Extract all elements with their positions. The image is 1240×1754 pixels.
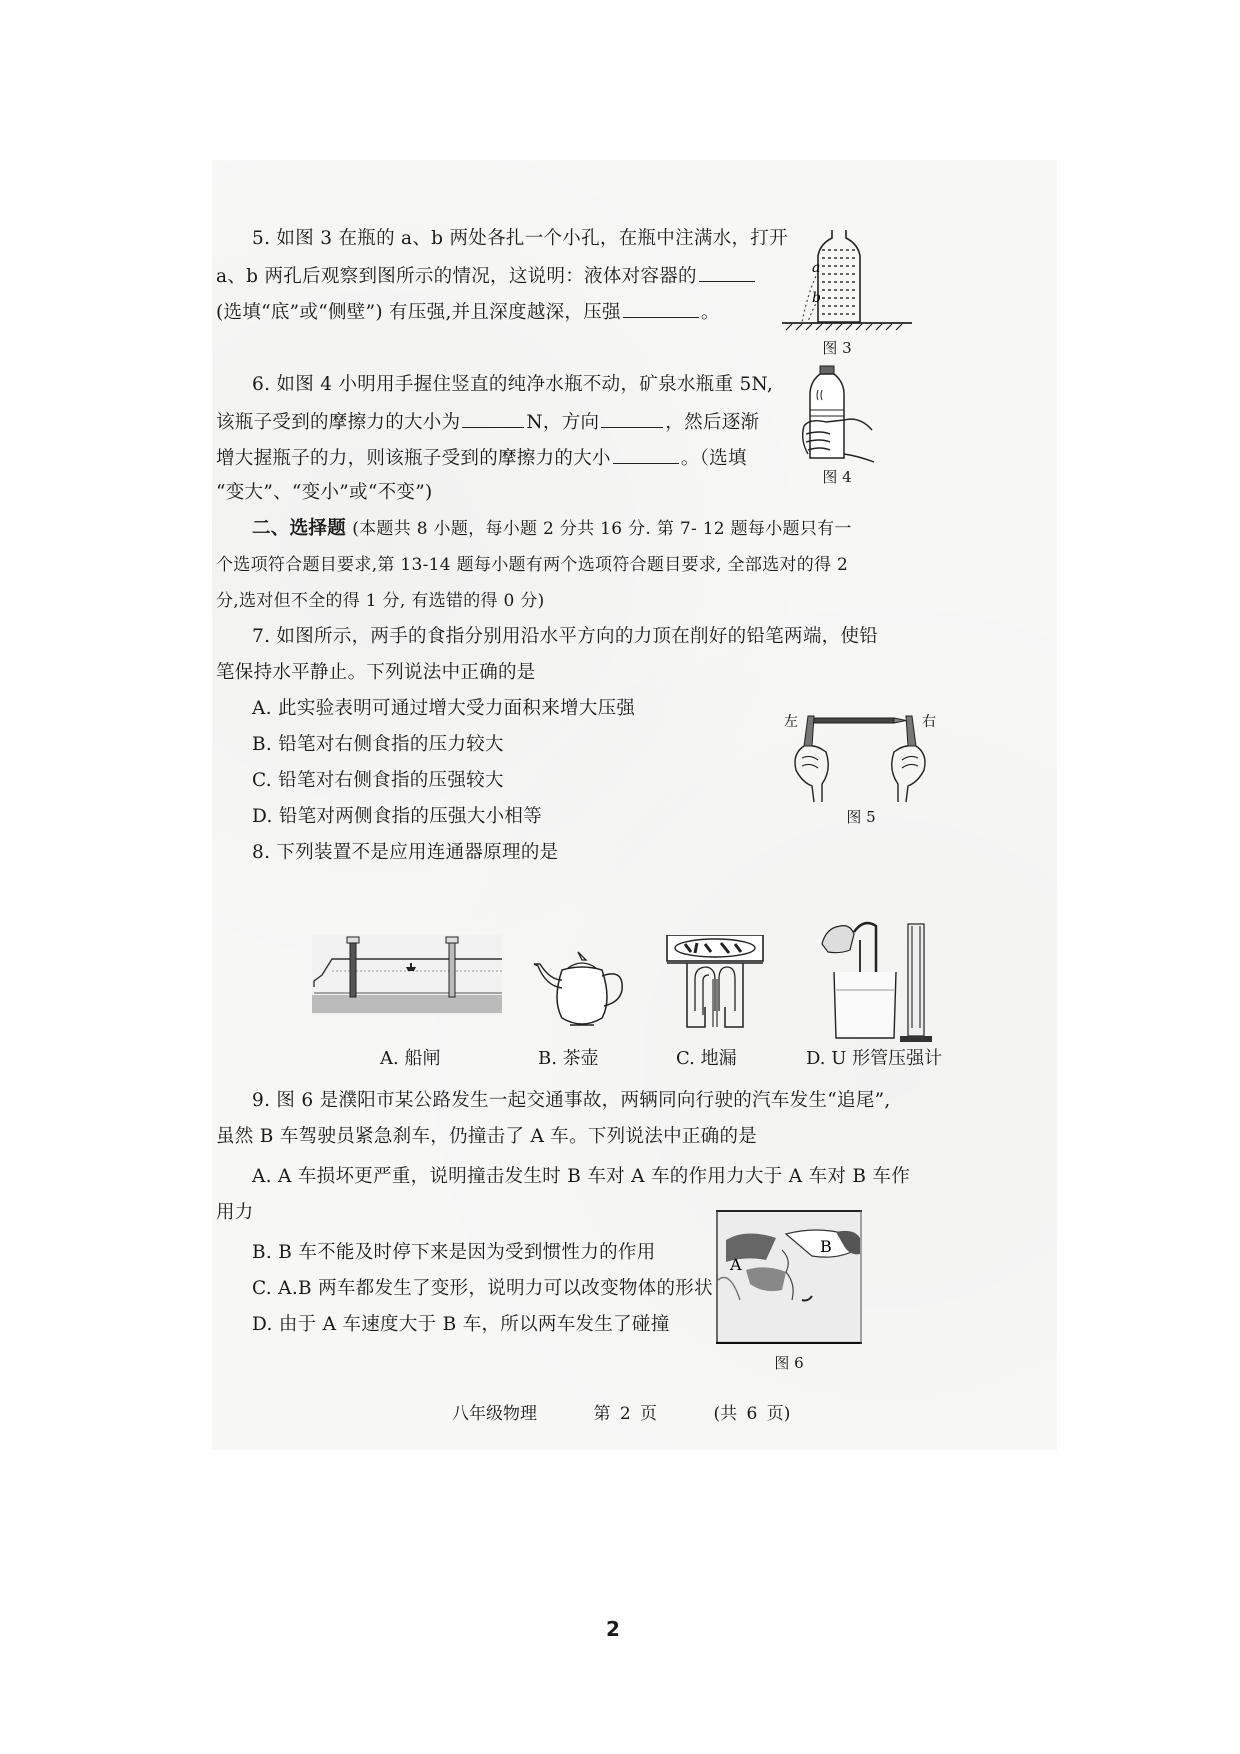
q8-option-d[interactable]: D. U 形管压强计	[806, 1048, 943, 1069]
q8-figure-ship-lock	[312, 935, 502, 1015]
page-number: 2	[606, 1617, 620, 1641]
section-2-instructions-1: (本题共 8 小题，每小题 2 分共 16 分. 第 7- 12 题每小题只有一	[352, 519, 852, 539]
q8-figure-floor-drain	[665, 935, 765, 1030]
q5-answer-blank-2[interactable]	[623, 298, 699, 318]
q5-line-3	[216, 298, 720, 326]
figure-4-hand-bottle	[796, 364, 876, 464]
figure-6-label-a: A	[730, 1255, 742, 1274]
section-2-line-1	[252, 516, 852, 542]
q7-option-a[interactable]: A. 此实验表明可通过增大受力面积来增大压强	[252, 698, 636, 719]
q9-option-c[interactable]: C. A.B 两车都发生了变形，说明力可以改变物体的形状	[252, 1278, 713, 1299]
figure-4-caption: 图 4	[822, 468, 852, 486]
q8-option-c[interactable]: C. 地漏	[676, 1048, 737, 1069]
page-footer	[452, 1399, 790, 1424]
q6-line-2-unit: N，方向	[526, 412, 600, 433]
q6-line-2-end: ，然后逐渐	[665, 412, 760, 433]
figure-3-label-a: a	[812, 260, 821, 276]
q6-line-2	[216, 408, 759, 436]
q6-line-4: “变大”、“变小”或“不变”)	[216, 482, 433, 503]
q9-option-a-line-2[interactable]: 用力	[216, 1202, 254, 1223]
q5-answer-blank-1[interactable]	[699, 262, 755, 282]
q6-line-1: 6. 如图 4 小明用手握住竖直的纯净水瓶不动，矿泉水瓶重 5N,	[252, 374, 774, 395]
figure-6-caption: 图 6	[774, 1354, 804, 1372]
q6-line-2-text: 该瓶子受到的摩擦力的大小为	[216, 412, 461, 433]
q6-answer-blank-force[interactable]	[462, 408, 524, 428]
q6-answer-blank-change[interactable]	[613, 444, 679, 464]
figure-3-caption: 图 3	[822, 339, 852, 357]
q9-option-d[interactable]: D. 由于 A 车速度大于 B 车，所以两车发生了碰撞	[252, 1314, 670, 1335]
q8-option-a[interactable]: A. 船闸	[380, 1048, 441, 1069]
footer-total: (共 6 页)	[713, 1404, 791, 1424]
section-2-title: 二、选择题	[252, 518, 347, 539]
q8-figure-teapot	[532, 950, 632, 1030]
footer-subject: 八年级物理	[452, 1404, 537, 1424]
q7-option-b[interactable]: B. 铅笔对右侧食指的压力较大	[252, 734, 504, 755]
figure-3-label-b: b	[812, 290, 821, 306]
q7-line-1: 7. 如图所示，两手的食指分别用沿水平方向的力顶在削好的铅笔两端，使铅	[252, 626, 879, 647]
q5-line-2	[216, 262, 757, 290]
section-2-instructions-3: 分,选对但不全的得 1 分, 有选错的得 0 分)	[216, 591, 545, 611]
q7-option-c[interactable]: C. 铅笔对右侧食指的压强较大	[252, 770, 504, 791]
figure-3-bottle-diagram	[772, 226, 922, 332]
q9-option-a-line-1[interactable]: A. A 车损坏更严重，说明撞击发生时 B 车对 A 车的作用力大于 A 车对 B 车作	[252, 1166, 911, 1187]
q5-line-1: 5. 如图 3 在瓶的 a、b 两处各扎一个小孔，在瓶中注满水，打开	[252, 228, 788, 249]
figure-6-label-b: B	[820, 1237, 832, 1256]
q7-line-2: 笔保持水平静止。下列说法中正确的是	[216, 662, 536, 683]
figure-5-right-label: 右	[922, 714, 936, 730]
q8-figure-u-tube-manometer	[820, 920, 960, 1045]
q8-stem: 8. 下列装置不是应用连通器原理的是	[252, 842, 559, 863]
q6-line-3-text: 增大握瓶子的力，则该瓶子受到的摩擦力的大小	[216, 448, 611, 469]
figure-5-pencil-fingers	[782, 706, 942, 804]
q9-line-2: 虽然 B 车驾驶员紧急刹车，仍撞击了 A 车。下列说法中正确的是	[216, 1126, 758, 1147]
q6-answer-blank-direction[interactable]	[601, 408, 663, 428]
figure-6-car-crash-photo	[716, 1210, 862, 1344]
q8-option-b[interactable]: B. 茶壶	[538, 1048, 599, 1069]
q6-line-3-end: 。（选填	[680, 448, 747, 469]
q6-line-3	[216, 444, 747, 472]
section-2-instructions-2: 个选项符合题目要求,第 13-14 题每小题有两个选项符合题目要求, 全部选对的得 2	[216, 555, 849, 575]
q5-line-3-end: 。	[700, 302, 720, 323]
q7-option-d[interactable]: D. 铅笔对两侧食指的压强大小相等	[252, 806, 543, 827]
footer-page: 第 2 页	[593, 1404, 658, 1424]
figure-5-caption: 图 5	[846, 808, 876, 826]
q9-line-1: 9. 图 6 是濮阳市某公路发生一起交通事故，两辆同向行驶的汽车发生“追尾”,	[252, 1090, 891, 1111]
q5-line-2-text: a、b 两孔后观察到图所示的情况，这说明：液体对容器的	[216, 266, 697, 287]
q5-line-3-text: (选填“底”或“侧壁”) 有压强,并且深度越深，压强	[216, 302, 621, 323]
figure-5-left-label: 左	[784, 714, 798, 730]
q9-option-b[interactable]: B. B 车不能及时停下来是因为受到惯性力的作用	[252, 1242, 656, 1263]
